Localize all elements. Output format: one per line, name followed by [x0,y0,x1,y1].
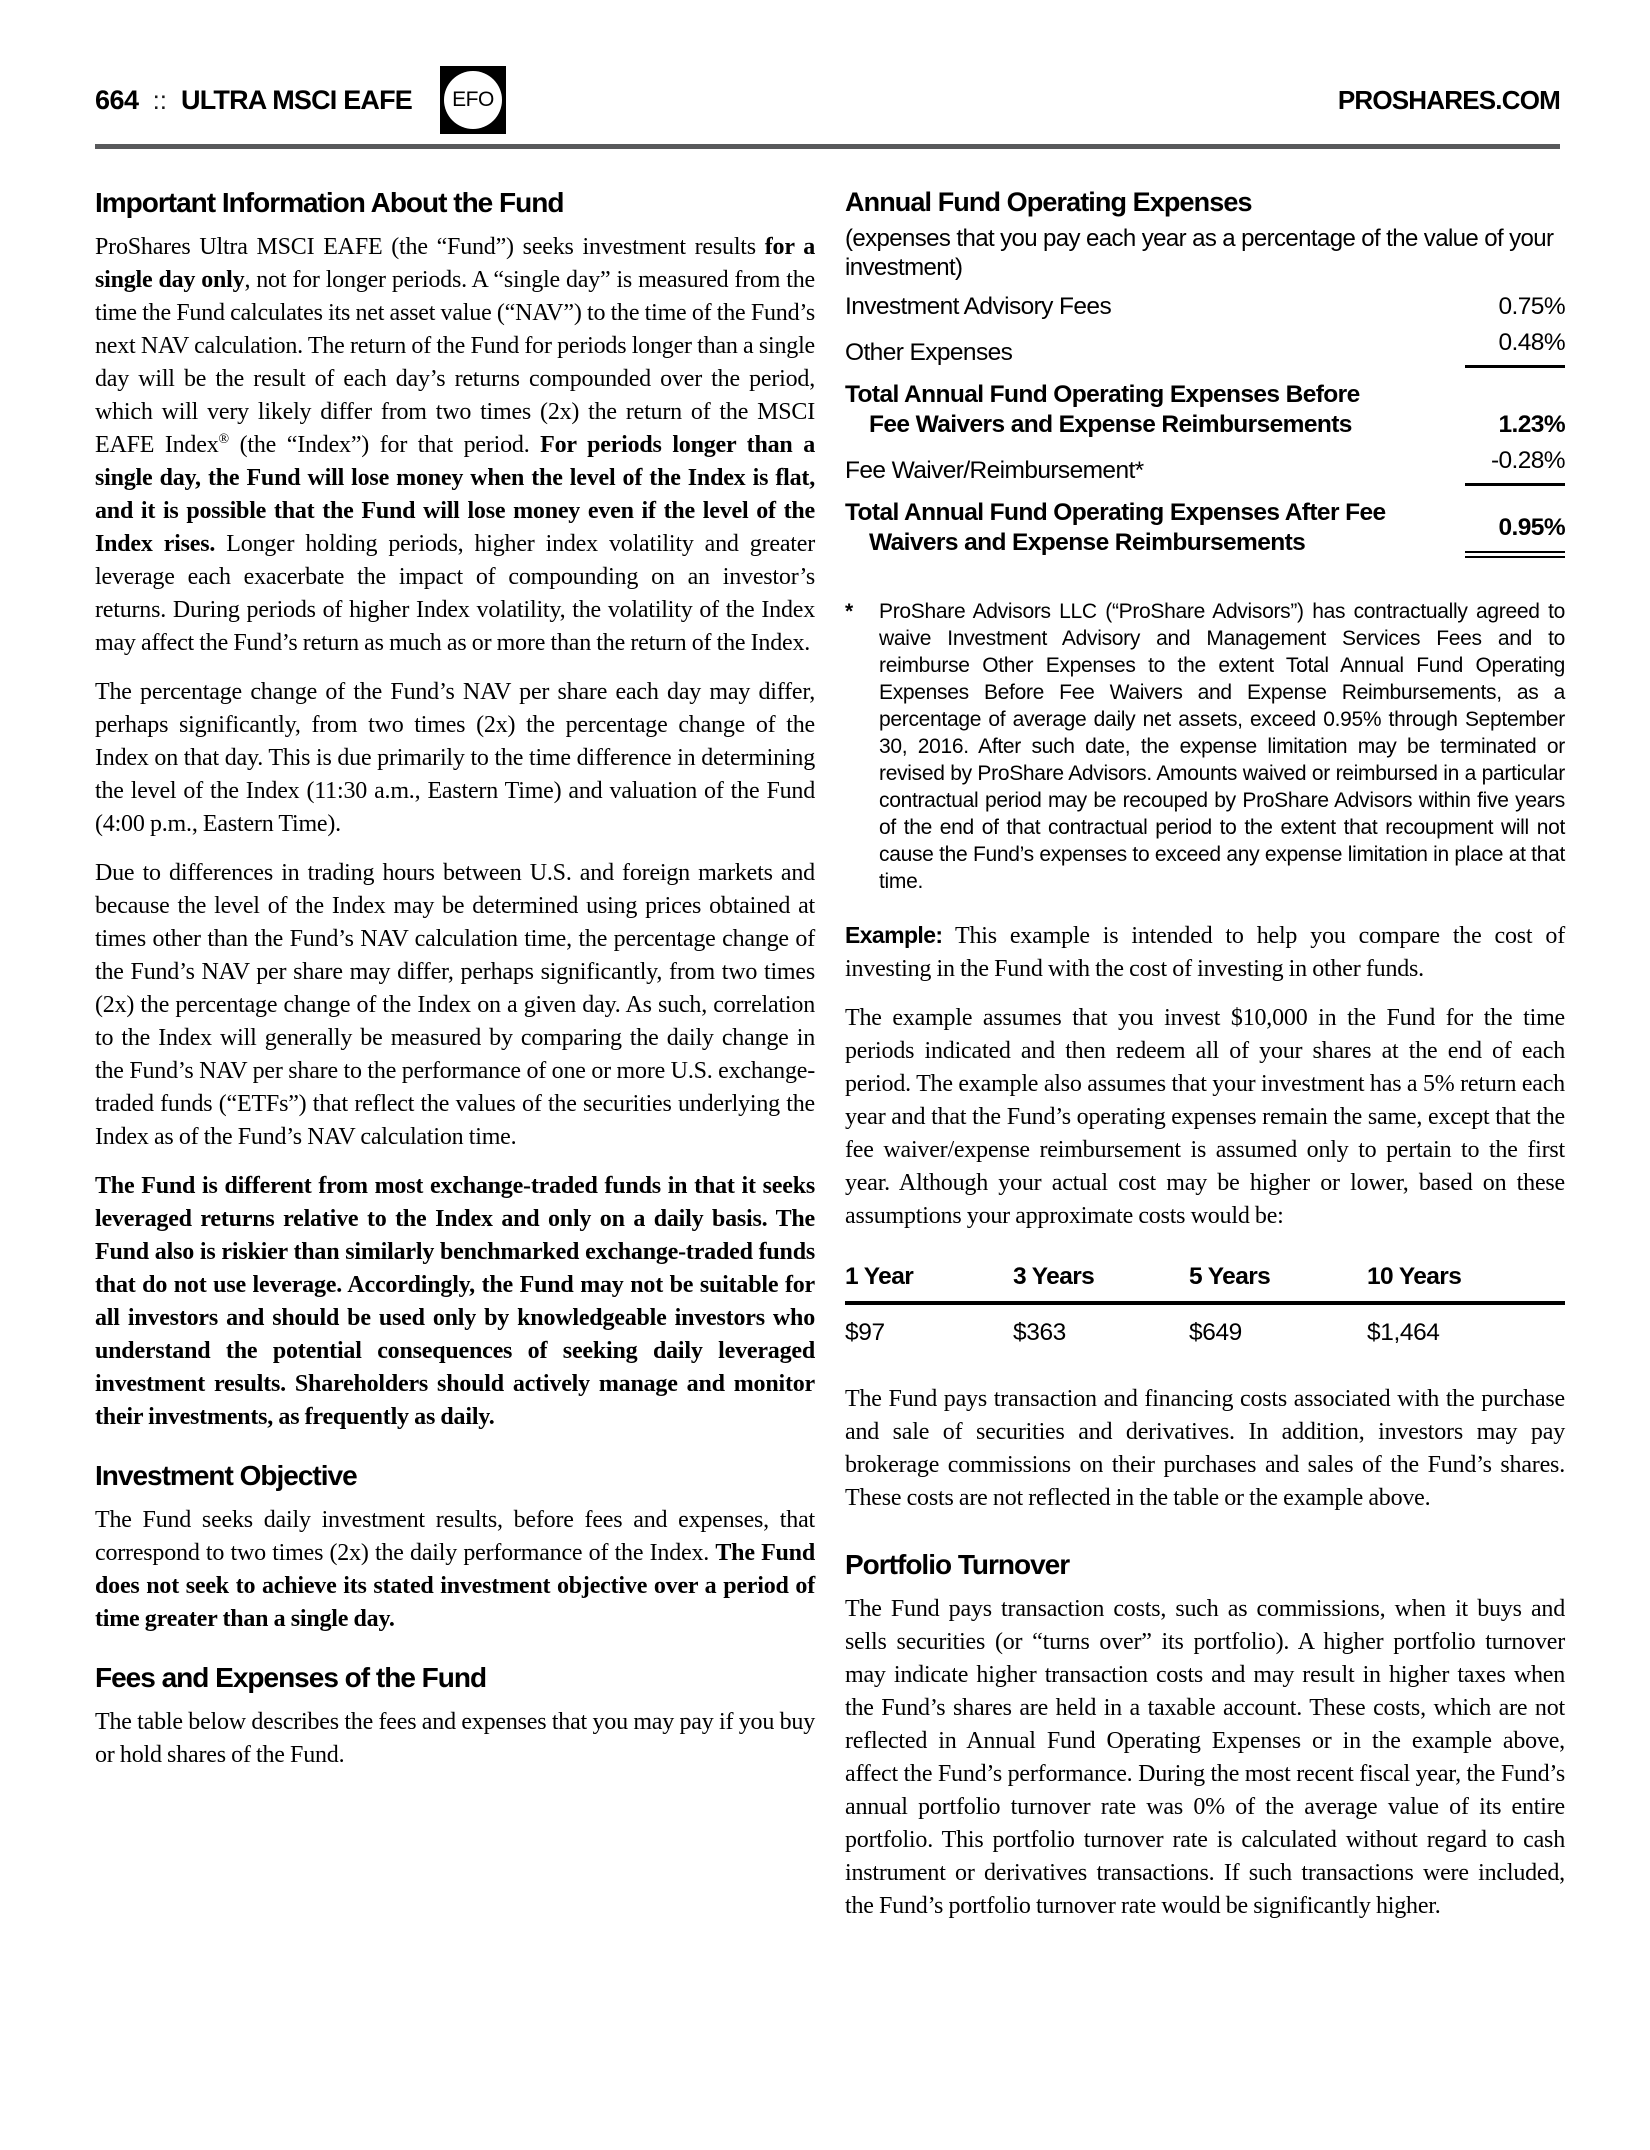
costs-table-headers [845,1263,1565,1305]
expense-row [845,446,1565,486]
expense-row-value: 0.48% [1465,328,1565,368]
expense-row-label: Investment Advisory Fees [845,293,1112,320]
footnote-marker: * [845,600,853,623]
section-heading-fees-and-expenses: Fees and Expenses of the Fund [95,1662,487,1693]
portfolio-turnover-paragraph: The Fund pays transaction costs, such as commissions, when it buys and sells securities (or “turns over” its portfolio). A higher portfolio turnover may indicate higher transaction costs and may result in higher taxes when the Fund’s shares are held in a taxable account. These costs, which are not reflected in Annual Fund Operating Expenses or in the example above, affect the Fund’s performance. During the most recent fiscal year, the Fund’s annual portfolio turnover rate was 0% of the average value of its entire portfolio. This portfolio turnover rate is calculated without regard to cash instrument or derivatives transactions. If such transactions were included, the Fund’s portfolio turnover rate would be significantly higher. [845,1596,1565,1919]
assumption-paragraph: The example assumes that you invest $10,000 in the Fund for the time periods indicated and then redeem all of your shares at the end of each period. The example also assumes that your investment has a 5% return each year and that the Fund’s operating expenses remain the same, except that the fee waiver/expense reimbursement is assumed only to pertain to the first year. Although your actual cost may be higher or lower, based on these assumptions your approximate costs would be: [845,1005,1565,1229]
paragraph: Due to differences in trading hours between U.S. and foreign markets and because the level of the Index may be determined using prices obtained at times other than the Fund’s NAV calculation time, the percentage change of the Fund’s NAV per share may differ, perhaps significantly, from two times (2x) the percentage change of the Index on a given day. As such, correlation to the Index will generally be measured by comparing the daily change in the Fund’s NAV per share to the performance of one or more U.S. exchange-traded funds (“ETFs”) that reflect the values of the securities underlying the Index as of the Fund’s NAV calculation time. [95,860,815,1150]
ticker-badge-label: EFO [444,71,502,129]
expense-row [845,292,1565,322]
ticker-badge [440,66,506,134]
expense-row-value: 0.95% [1465,513,1565,558]
expenses-table-rows [845,292,1565,558]
costs-table-value-cell: $363 [1013,1319,1066,1346]
fund-title: ULTRA MSCI EAFE [181,84,413,115]
expense-row [845,328,1565,368]
expenses-table-subtitle: (expenses that you pay each year as a percentage of the value of your investment) [845,225,1554,281]
section-heading-investment-objective: Investment Objective [95,1460,357,1491]
costs-table-header-cell: 5 Years [1189,1263,1271,1290]
costs-table-header-cell: 1 Year [845,1263,914,1290]
expense-row-label: Total Annual Fund Operating Expenses After Fee Waivers and Expense Reimbursements [845,499,1386,556]
costs-table-value-cell: $97 [845,1319,885,1346]
expense-row-label: Fee Waiver/Reimbursement* [845,457,1144,484]
expense-row-value: -0.28% [1465,446,1565,486]
costs-table-value-cell: $1,464 [1367,1319,1440,1346]
costs-table-header-cell: 3 Years [1013,1263,1095,1290]
left-column [95,187,815,1923]
expense-row-value: 0.75% [1498,293,1565,320]
paragraph: The table below describes the fees and expenses that you may pay if you buy or hold shares of the Fund. [95,1709,815,1768]
paragraph: The Fund seeks daily investment results, before fees and expenses, that correspond to two times (2x) the daily performance of the Index. The Fund does not seek to achieve its stated investment objective over a period of time greater than a single day. [95,1507,815,1632]
page-header [95,56,1560,144]
website-text: PROSHARES.COM [1337,84,1560,115]
costs-table-header-cell: 10 Years [1367,1263,1462,1290]
expense-row-label: Other Expenses [845,339,1013,366]
costs-note-paragraph: The Fund pays transaction and financing costs associated with the purchase and sale of securities and derivatives. In addition, investors may pay brokerage commissions on their purchases and sales of the Fund’s shares. These costs are not reflected in the table or the example above. [845,1386,1565,1511]
costs-table-value-cell: $649 [1189,1319,1242,1346]
section-heading-portfolio-turnover: Portfolio Turnover [845,1549,1070,1580]
header-rule [95,144,1560,149]
header-separator: :: [152,84,168,115]
footnote-text: ProShare Advisors LLC (“ProShare Advisors”) has contractually agreed to waive Investment Advisory and Management Services Fees and to reimburse Other Expenses to the extent Total Annual Fund Operating Expenses Before Fee Waivers and Expense Reimbursements, as a percentage of average daily net assets, exceed 0.95% through September 30, 2016. After such date, the expense limitation may be terminated or revised by ProShare Advisors. Amounts waived or reimbursed in a particular contractual period may be recouped by ProShare Advisors within five years of the end of that contractual period to the extent that recoupment will not cause the Fund’s expenses to exceed any expense limitation in place at that time. [879,600,1565,893]
expense-row [845,380,1565,440]
expense-row [845,498,1565,558]
right-column [845,187,1565,1923]
page-number: 664 [95,84,139,115]
two-column-layout [95,187,1565,1923]
paragraph: ProShares Ultra MSCI EAFE (the “Fund”) seeks investment results for a single day only, not for longer periods. A “single day” is measured from the time the Fund calculates its net asset value (“NAV”) to the time of the Fund’s next NAV calculation. The return of the Fund for periods longer than a single day will be the result of each day’s returns compounded over the period, which will very likely differ from two times (2x) the return of the MSCI EAFE Index® (the “Index”) for that period. For periods longer than a single day, the Fund will lose money when the level of the Index is flat, and it is possible that the Fund will lose money even if the level of the Index rises. Longer holding periods, higher index volatility and greater leverage each exacerbate the impact of compounding on an investor’s returns. During periods of higher Index volatility, the volatility of the Index may affect the Fund’s return as much as or more than the return of the Index. [95,234,815,656]
example-costs-table [845,1263,1565,1347]
expense-row-value: 1.23% [1498,411,1565,438]
fee-waiver-footnote [845,598,1565,895]
section-heading-important-information: Important Information About the Fund [95,187,564,218]
paragraph: The percentage change of the Fund’s NAV per share each day may differ, perhaps significantly, from two times (2x) the percentage change of the Index on that day. This is due primarily to the time difference in determining the level of the Index (11:30 a.m., Eastern Time) and valuation of the Fund (4:00 p.m., Eastern Time). [95,679,815,837]
paragraph: The Fund is different from most exchange-traded funds in that it seeks leveraged returns relative to the Index and only on a daily basis. The Fund also is riskier than similarly benchmarked exchange-traded funds that do not use leverage. Accordingly, the Fund may not be suitable for all investors and should be used only by knowledgeable investors who understand the potential consequences of seeking daily leveraged investment results. Shareholders should actively manage and monitor their investments, as frequently as daily. [95,1173,815,1430]
example-paragraph: Example: This example is intended to help you compare the cost of investing in the Fund with the cost of investing in other funds. [845,922,1565,982]
expense-row-label: Total Annual Fund Operating Expenses Before Fee Waivers and Expense Reimbursements [845,381,1360,438]
expenses-table-title: Annual Fund Operating Expenses [845,187,1252,217]
costs-table-values [845,1305,1565,1347]
